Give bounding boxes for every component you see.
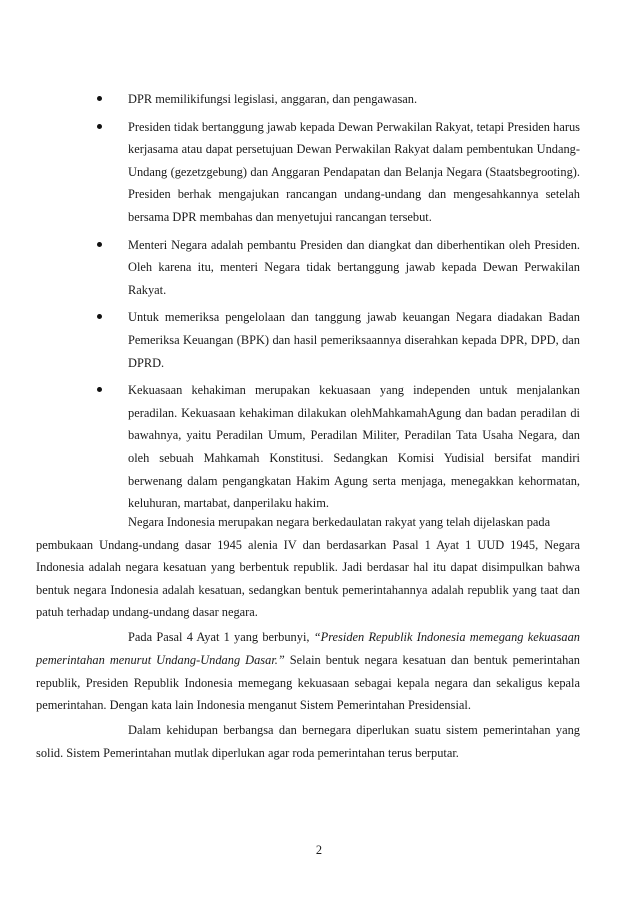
bullet-text: Kekuasaan kehakiman merupakan kekuasaan yang independen untuk menjalankan peradilan. Kekuasaan kehakiman dilakukan olehMahkamahAgung dan badan peradilan di bawahnya, yaitu Peradilan Umum, Peradilan Militer, Peradilan Tata Usaha Negara, dan oleh sebuah Mahkamah Konstitusi. Sedangkan Komisi Yudisial bersifat mandiri berwenang dalam pengangkatan Hakim Agung serta menjaga, menegakkan kehormatan, keluhuran, martabat, danperilaku hakim. — [128, 383, 580, 511]
paragraph-2-lead: Pada Pasal 4 Ayat 1 yang berbunyi, — [128, 630, 314, 645]
bullet-item — [90, 379, 580, 515]
bullet-dot-icon — [97, 387, 102, 392]
bullet-text: Menteri Negara adalah pembantu Presiden dan diangkat dan diberhentikan oleh Presiden. Oleh karena itu, menteri Negara tidak bertanggung jawab kepada Dewan Perwakilan Rakyat. — [128, 237, 580, 297]
bullet-item — [90, 88, 580, 111]
paragraph-2-quote: “Presiden Republik Indonesia memegang kekuasaan pemerintahan menurut Undang-Undang Dasar.” — [36, 630, 581, 668]
bullet-dot-icon — [97, 96, 102, 101]
paragraph-3: Dalam kehidupan berbangsa dan bernegara diperlukan suatu sistem pemerintahan yang solid. Sistem Pemerintahan mutlak diperlukan agar roda pemerintahan terus berputar. — [36, 723, 580, 760]
bullet-item — [90, 234, 580, 302]
paragraph-1-body: pembukaan Undang-undang dasar 1945 alenia IV dan berdasarkan Pasal 1 Ayat 1 UUD 1945, Negara Indonesia adalah negara kesatuan yang berbentuk republik. Jadi berdasar hal itu dapat disimpulkan bahwa bentuk negara Indonesia adalah kesatuan, sedangkan bentuk pemerintahannya adalah republik yang taat dan patuh terhadap undang-undang dasar negara. — [36, 537, 580, 620]
bullet-dot-icon — [97, 314, 102, 319]
bullet-text: Presiden tidak bertanggung jawab kepada Dewan Perwakilan Rakyat, tetapi Presiden harus kerjasama atau dapat persetujuan Dewan Perwakilan Rakyat dalam pembentukan Undang-Undang (gezetzgebung) dan Anggaran Pendapatan dan Belanja Negara (Staatsbegrooting). Presiden berhak mengajukan rancangan undang-undang dan mengesahkannya setelah bersama DPR membahas dan menyetujui rancangan tersebut. — [128, 119, 580, 224]
bullet-item — [90, 306, 580, 374]
bullet-item — [90, 116, 580, 229]
body-paragraphs — [36, 511, 581, 767]
page-number: 2 — [315, 843, 323, 857]
bullet-text: DPR memilikifungsi legislasi, anggaran, dan pengawasan. — [128, 92, 418, 106]
paragraph-2 — [36, 626, 580, 716]
paragraph-2-rest: Selain bentuk negara kesatuan dan bentuk pemerintahan republik, Presiden Republik Indonesia memegang kekuasaan sebagai kepala negara dan sekaligus kepala pemerintahan. Dengan kata lain Indonesia menganut Sistem Pemerintahan Presidensial. — [36, 653, 580, 713]
bullet-text: Untuk memeriksa pengelolaan dan tanggung jawab keuangan Negara diadakan Badan Pemeriksa Keuangan (BPK) dan hasil pemeriksaannya diserahkan kepada DPR, DPD, dan DPRD. — [128, 310, 580, 370]
bullet-list — [90, 88, 580, 515]
bullet-dot-icon — [97, 124, 102, 129]
bullet-dot-icon — [97, 242, 102, 247]
paragraph-1-first-line: Negara Indonesia merupakan negara berkedaulatan rakyat yang telah dijelaskan pada — [128, 515, 551, 529]
